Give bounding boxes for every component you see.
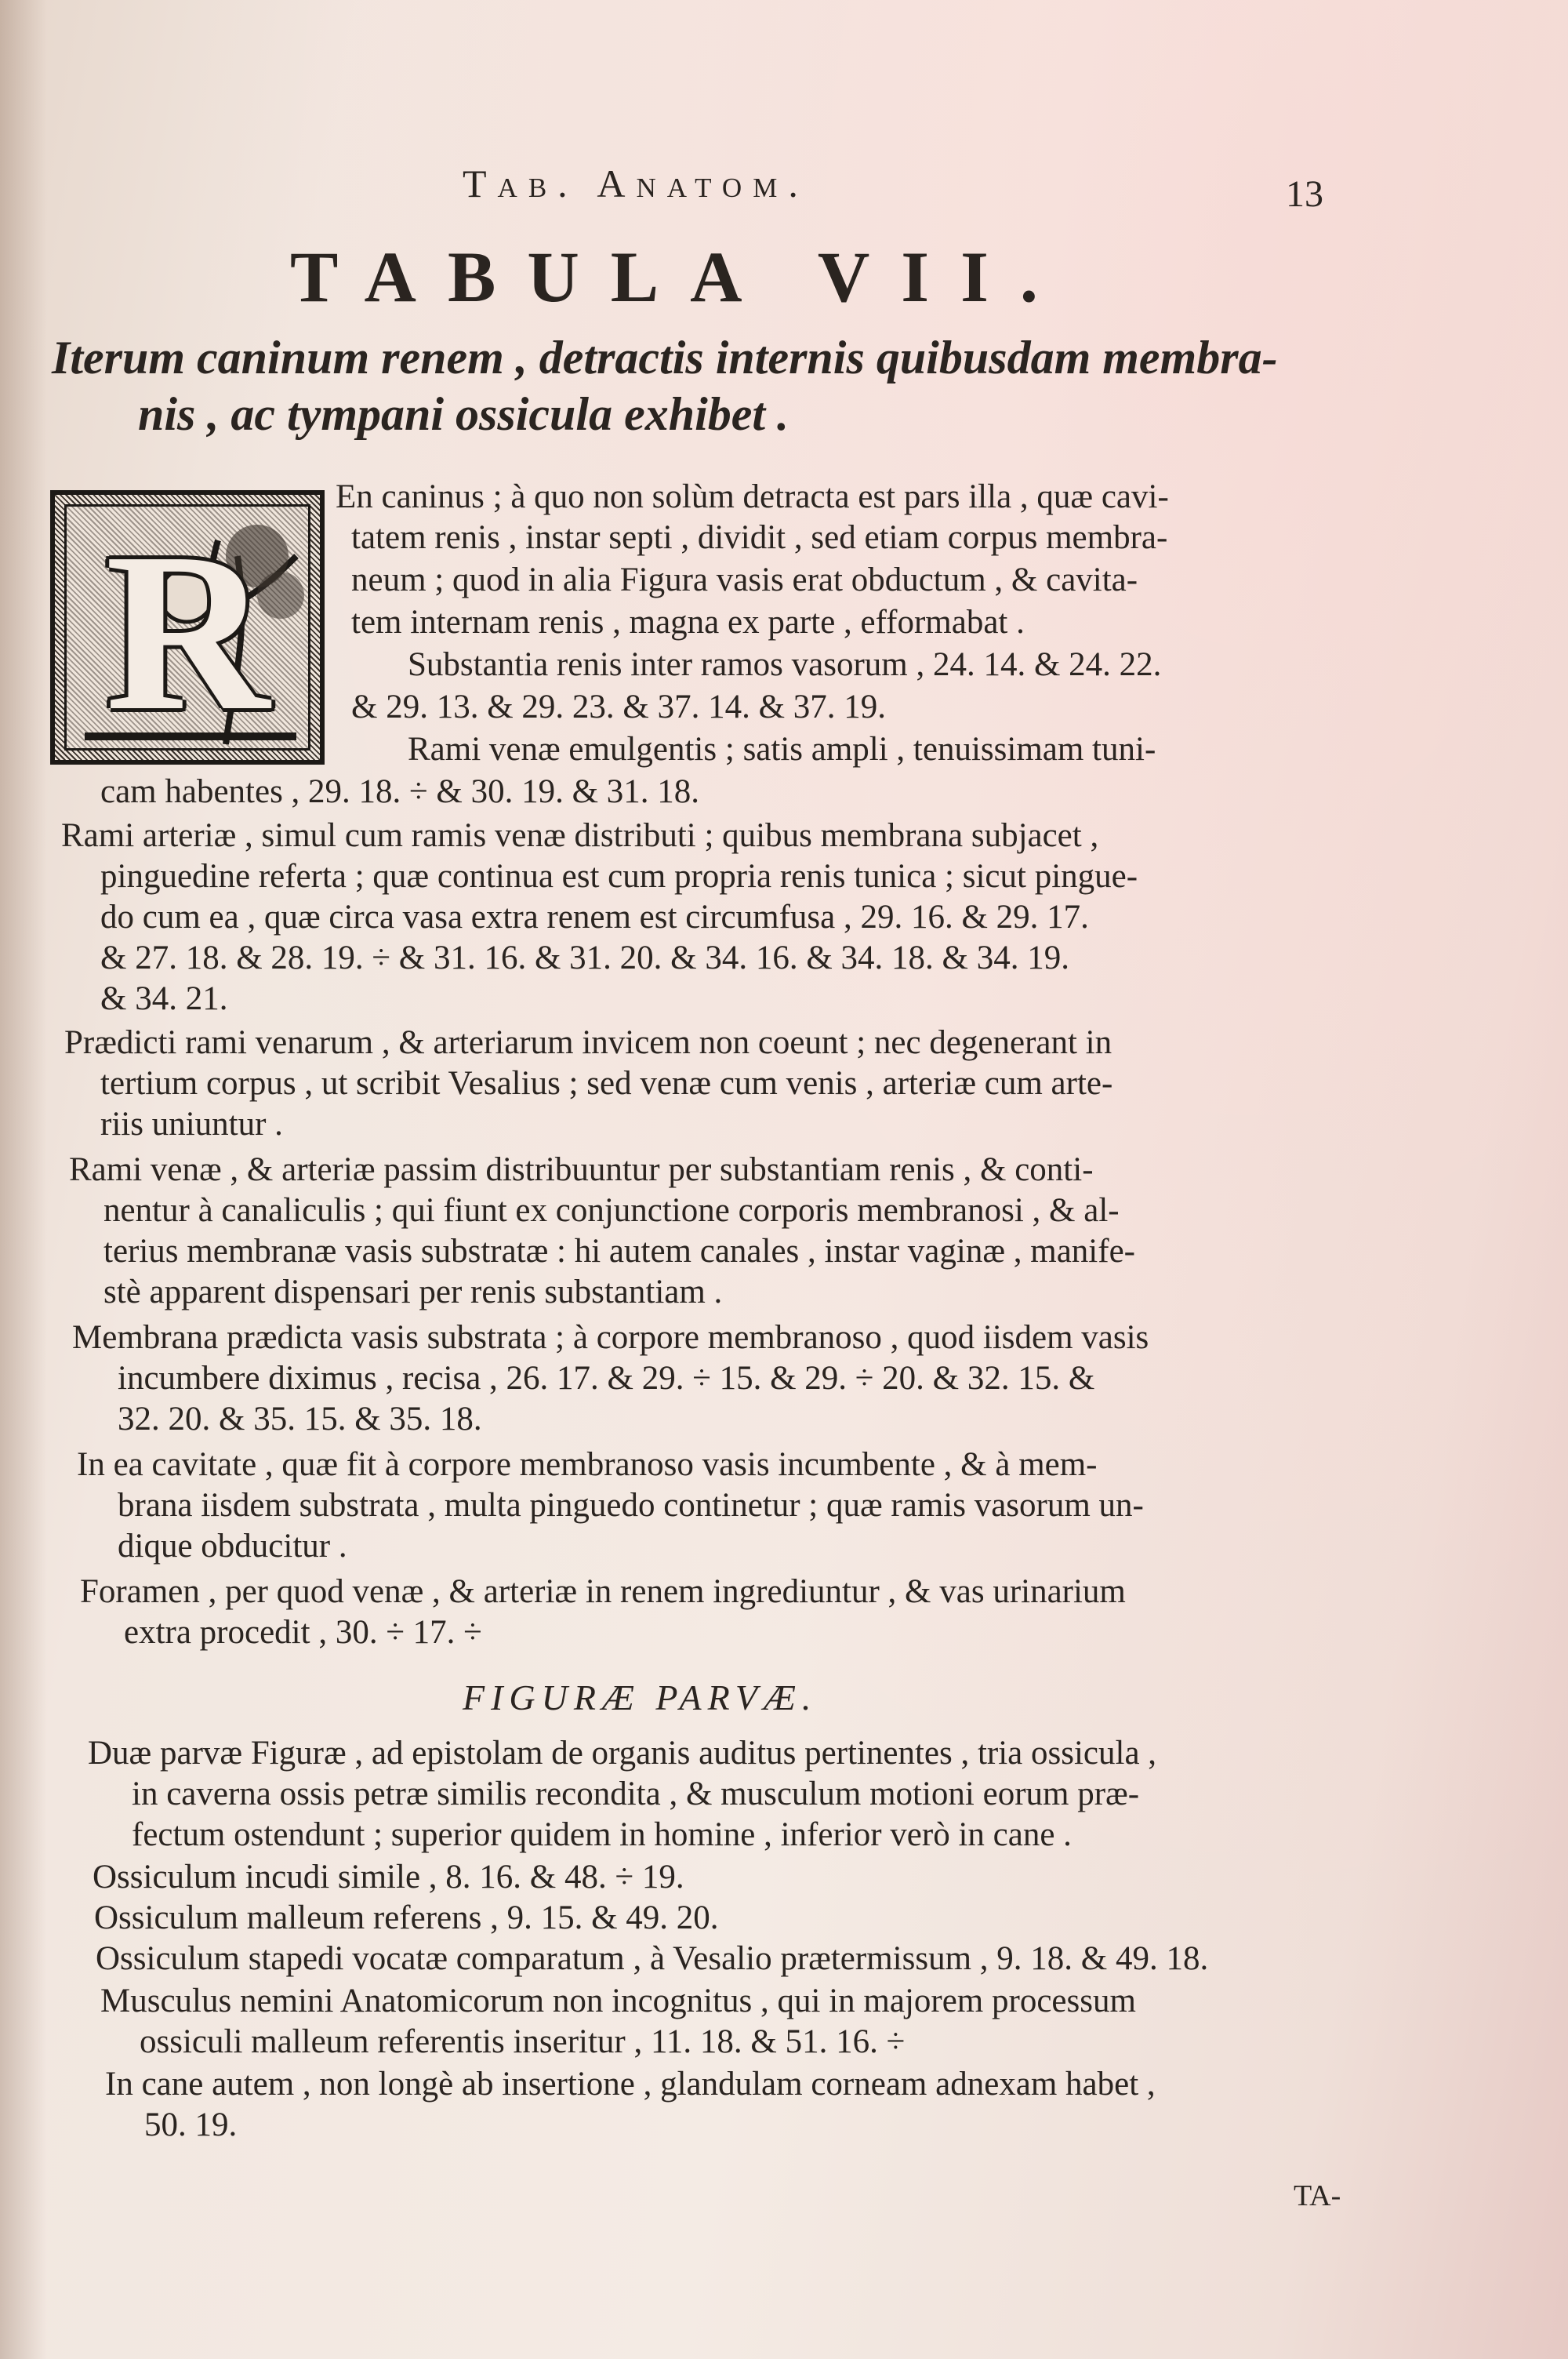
text-line: stè apparent dispensari per renis substantiam . [103,1274,723,1310]
page-number: 13 [1286,173,1323,215]
drop-cap-letter: R [105,506,270,758]
text-line: 50. 19. [144,2106,238,2143]
text-line: riis uniuntur . [100,1106,283,1143]
text-line: incumbere diximus , recisa , 26. 17. & 29. ÷ 15. & 29. ÷ 20. & 32. 15. & [118,1360,1095,1397]
text-line: & 27. 18. & 28. 19. ÷ & 31. 16. & 31. 20. & 34. 16. & 34. 18. & 34. 19. [100,940,1069,976]
subtitle-line-1: Iterum caninum renem , detractis internis quibusdam membra- [52,332,1278,383]
drop-cap-woodcut [50,490,325,765]
text-line: terius membranæ vasis substratæ : hi autem canales , instar vaginæ , manife- [103,1233,1135,1270]
text-line: Membrana prædicta vasis substrata ; à corpore membranoso , quod iisdem vasis [72,1319,1149,1356]
text-line: tatem renis , instar septi , dividit , sed etiam corpus membra- [351,519,1168,556]
text-line: & 29. 13. & 29. 23. & 37. 14. & 37. 19. [351,689,887,725]
text-line: Ossiculum stapedi vocatæ comparatum , à Vesalio prætermissum , 9. 18. & 49. 18. [96,1940,1209,1977]
text-line: in caverna ossis petræ similis recondita , & musculum motioni eorum præ- [132,1776,1140,1812]
text-line: brana iisdem substrata , multa pinguedo continetur ; quæ ramis vasorum un- [118,1487,1144,1524]
text-line: 32. 20. & 35. 15. & 35. 18. [118,1401,482,1438]
text-line: tertium corpus , ut scribit Vesalius ; sed venæ cum venis , arteriæ cum arte- [100,1065,1113,1102]
text-line: Foramen , per quod venæ , & arteriæ in renem ingrediuntur , & vas urinarium [80,1573,1126,1610]
text-line: Duæ parvæ Figuræ , ad epistolam de organis auditus pertinentes , tria ossicula , [88,1735,1157,1772]
section-heading: FIGURÆ PARVÆ. [463,1677,818,1717]
text-line: Substantia renis inter ramos vasorum , 24. 14. & 24. 22. [408,646,1162,683]
text-line: Ossiculum incudi simile , 8. 16. & 48. ÷ 19. [93,1859,684,1896]
text-line: neum ; quod in alia Figura vasis erat obductum , & cavita- [351,562,1138,598]
text-line: Rami venæ emulgentis ; satis ampli , tenuissimam tuni- [408,731,1156,768]
running-head: Tab. Anatom. [463,162,809,205]
text-line: Rami venæ , & arteriæ passim distribuuntur per substantiam renis , & conti- [69,1151,1094,1188]
text-line: & 34. 21. [100,980,228,1017]
text-line: ossiculi malleum referentis inseritur , 11. 18. & 51. 16. ÷ [140,2023,906,2060]
plate-subtitle [52,329,1369,442]
catchword: TA- [1294,2179,1341,2212]
text-line: extra procedit , 30. ÷ 17. ÷ [124,1614,482,1651]
text-line: Musculus nemini Anatomicorum non incognitus , qui in majorem processum [100,1983,1136,2019]
text-line: In cane autem , non longè ab insertione , glandulam corneam adnexam habet , [105,2066,1156,2103]
text-line: Prædicti rami venarum , & arteriarum invicem non coeunt ; nec degenerant in [64,1024,1112,1061]
text-line: En caninus ; à quo non solùm detracta est pars illa , quæ cavi- [336,478,1169,515]
subtitle-line-2: nis , ac tympani ossicula exhibet . [138,388,789,440]
text-line: Rami arteriæ , simul cum ramis venæ distributi ; quibus membrana subjacet , [61,817,1099,854]
plate-title: TABULA VII. [290,237,1069,317]
text-line: Ossiculum malleum referens , 9. 15. & 49. 20. [94,1899,719,1936]
text-line: pinguedine referta ; quæ continua est cum propria renis tunica ; sicut pingue- [100,858,1138,895]
text-line: fectum ostendunt ; superior quidem in homine , inferior verò in cane . [132,1816,1072,1853]
text-line: In ea cavitate , quæ fit à corpore membranoso vasis incumbente , & à mem- [77,1446,1098,1483]
text-line: tem internam renis , magna ex parte , efformabat . [351,604,1025,641]
text-line: cam habentes , 29. 18. ÷ & 30. 19. & 31. 18. [100,773,700,810]
text-line: nentur à canaliculis ; qui fiunt ex conjunctione corporis membranosi , & al- [103,1192,1120,1229]
text-line: do cum ea , quæ circa vasa extra renem est circumfusa , 29. 16. & 29. 17. [100,899,1089,936]
text-line: dique obducitur . [118,1528,347,1565]
